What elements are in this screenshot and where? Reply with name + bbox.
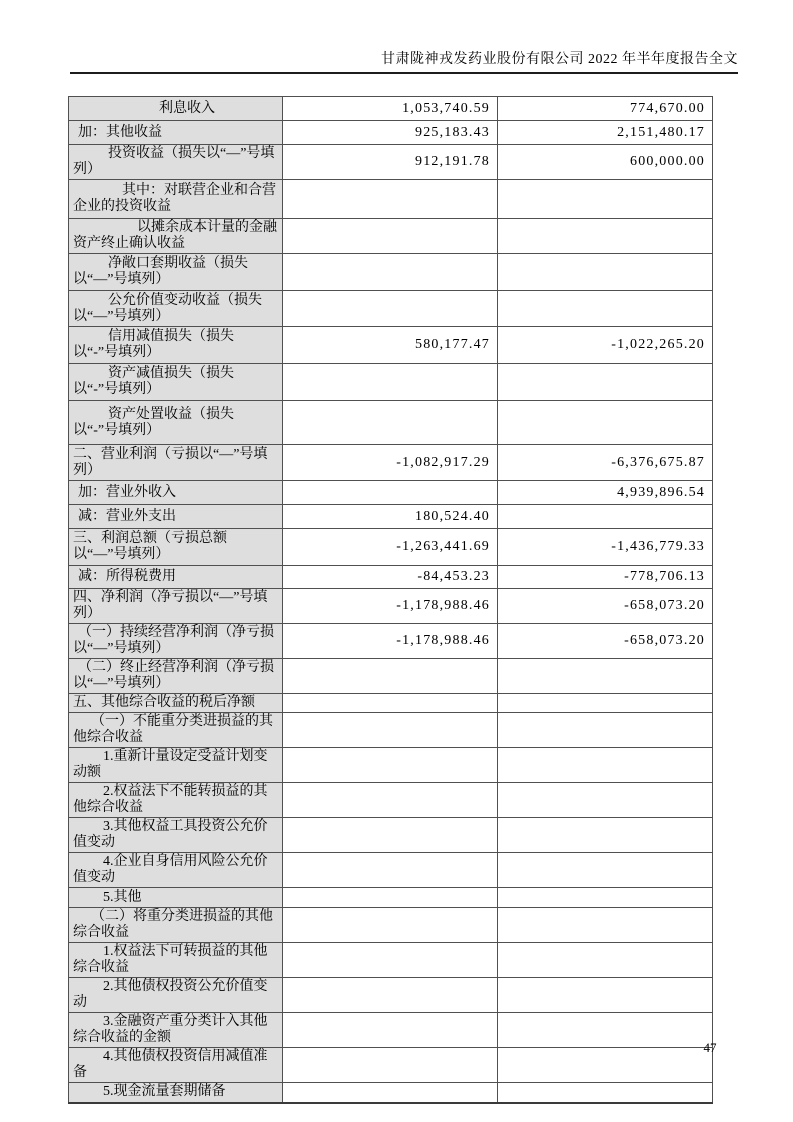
table-row [69, 908, 713, 943]
value-cell-current [283, 481, 498, 505]
value-cell-current [283, 908, 498, 943]
value-cell-current [283, 401, 498, 445]
value-cell-current [283, 943, 498, 978]
row-label-cell: 3.金融资产重分类计入其他综合收益的金额 [69, 1013, 283, 1048]
value-cell-current [283, 1083, 498, 1103]
value-cell-current [283, 978, 498, 1013]
value-cell-prior [498, 364, 713, 401]
value-cell-current [283, 818, 498, 853]
row-label-cell: 五、其他综合收益的税后净额 [69, 694, 283, 713]
row-label-cell: 2.其他债权投资公允价值变动 [69, 978, 283, 1013]
row-label-cell: 4.其他债权投资信用减值准备 [69, 1048, 283, 1083]
table-row [69, 694, 713, 713]
table-row [69, 624, 713, 659]
value-cell-current: 1,053,740.59 [283, 97, 498, 121]
table-row [69, 481, 713, 505]
value-cell-current: -1,263,441.69 [283, 529, 498, 566]
value-cell-current: 180,524.40 [283, 505, 498, 529]
value-cell-current [283, 180, 498, 219]
value-cell-current [283, 1048, 498, 1083]
row-label-cell: （一）不能重分类进损益的其他综合收益 [69, 713, 283, 748]
row-label-cell: 投资收益（损失以“—”号填列） [69, 145, 283, 180]
row-label-cell: 三、利润总额（亏损总额以“—”号填列） [69, 529, 283, 566]
row-label-cell: 4.企业自身信用风险公允价值变动 [69, 853, 283, 888]
value-cell-prior [498, 748, 713, 783]
value-cell-prior: 774,670.00 [498, 97, 713, 121]
value-cell-prior [498, 853, 713, 888]
table-row [69, 529, 713, 566]
value-cell-current [283, 1013, 498, 1048]
row-label-cell: （一）持续经营净利润（净亏损以“—”号填列） [69, 624, 283, 659]
value-cell-prior [498, 943, 713, 978]
value-cell-prior: 4,939,896.54 [498, 481, 713, 505]
value-cell-current [283, 291, 498, 327]
value-cell-prior: 2,151,480.17 [498, 121, 713, 145]
table-row [69, 978, 713, 1013]
row-label-cell: 3.其他权益工具投资公允价值变动 [69, 818, 283, 853]
table-row [69, 748, 713, 783]
value-cell-prior [498, 180, 713, 219]
value-cell-prior [498, 1083, 713, 1103]
table-row [69, 659, 713, 694]
value-cell-current [283, 364, 498, 401]
row-label-cell: 以摊余成本计量的金融资产终止确认收益 [69, 219, 283, 254]
value-cell-prior: 600,000.00 [498, 145, 713, 180]
table-row [69, 97, 713, 121]
value-cell-current [283, 888, 498, 908]
value-cell-current [283, 748, 498, 783]
value-cell-prior: -658,073.20 [498, 624, 713, 659]
value-cell-current: -1,178,988.46 [283, 589, 498, 624]
value-cell-prior [498, 401, 713, 445]
table-row [69, 327, 713, 364]
value-cell-current: 925,183.43 [283, 121, 498, 145]
table-row [69, 943, 713, 978]
value-cell-current: -1,178,988.46 [283, 624, 498, 659]
row-label-cell: 其中：对联营企业和合营企业的投资收益 [69, 180, 283, 219]
value-cell-prior: -6,376,675.87 [498, 445, 713, 481]
value-cell-prior [498, 694, 713, 713]
value-cell-prior: -658,073.20 [498, 589, 713, 624]
value-cell-prior [498, 783, 713, 818]
value-cell-current [283, 219, 498, 254]
row-label-cell: （二）将重分类进损益的其他综合收益 [69, 908, 283, 943]
row-label-cell: 公允价值变动收益（损失以“—”号填列） [69, 291, 283, 327]
table-row [69, 853, 713, 888]
value-cell-prior [498, 978, 713, 1013]
table-row [69, 505, 713, 529]
table-row [69, 364, 713, 401]
value-cell-prior: -1,436,779.33 [498, 529, 713, 566]
row-label-cell: 减：所得税费用 [69, 566, 283, 589]
value-cell-prior [498, 818, 713, 853]
income-statement-table [68, 96, 713, 1104]
report-header [70, 50, 738, 74]
value-cell-prior [498, 254, 713, 291]
table-row [69, 219, 713, 254]
value-cell-current [283, 694, 498, 713]
row-label-cell: 加：营业外收入 [69, 481, 283, 505]
row-label-cell: 1.权益法下可转损益的其他综合收益 [69, 943, 283, 978]
value-cell-current [283, 254, 498, 291]
table-row [69, 445, 713, 481]
row-label-cell: 2.权益法下不能转损益的其他综合收益 [69, 783, 283, 818]
value-cell-current: 912,191.78 [283, 145, 498, 180]
value-cell-current [283, 659, 498, 694]
value-cell-current [283, 783, 498, 818]
table-row [69, 783, 713, 818]
header-title: 甘肃陇神戎发药业股份有限公司 2022 年半年度报告全文 [381, 52, 738, 67]
income-table-body [69, 97, 713, 1103]
value-cell-prior [498, 659, 713, 694]
page-number: 47 [703, 1040, 717, 1055]
value-cell-prior [498, 908, 713, 943]
row-label-cell: 二、营业利润（亏损以“—”号填列） [69, 445, 283, 481]
row-label-cell: 1.重新计量设定受益计划变动额 [69, 748, 283, 783]
value-cell-prior [498, 291, 713, 327]
table-row [69, 589, 713, 624]
row-label-cell: 四、净利润（净亏损以“—”号填列） [69, 589, 283, 624]
value-cell-prior [498, 505, 713, 529]
row-label-cell: 加：其他收益 [69, 121, 283, 145]
table-row [69, 566, 713, 589]
value-cell-prior [498, 1013, 713, 1048]
table-row [69, 145, 713, 180]
value-cell-prior [498, 219, 713, 254]
table-row [69, 180, 713, 219]
value-cell-prior [498, 888, 713, 908]
row-label-cell: 5.其他 [69, 888, 283, 908]
value-cell-prior [498, 713, 713, 748]
row-label-cell: 资产处置收益（损失以“-”号填列） [69, 401, 283, 445]
table-row [69, 1013, 713, 1048]
table-row [69, 121, 713, 145]
row-label-cell: 信用减值损失（损失以“-”号填列） [69, 327, 283, 364]
table-row [69, 1048, 713, 1083]
value-cell-prior [498, 1048, 713, 1083]
value-cell-current: -1,082,917.29 [283, 445, 498, 481]
table-row [69, 818, 713, 853]
value-cell-current [283, 713, 498, 748]
value-cell-current: 580,177.47 [283, 327, 498, 364]
value-cell-prior: -1,022,265.20 [498, 327, 713, 364]
value-cell-prior: -778,706.13 [498, 566, 713, 589]
table-row [69, 291, 713, 327]
table-row [69, 1083, 713, 1103]
table-row [69, 254, 713, 291]
value-cell-current: -84,453.23 [283, 566, 498, 589]
value-cell-current [283, 853, 498, 888]
row-label-cell: （二）终止经营净利润（净亏损以“—”号填列） [69, 659, 283, 694]
table-row [69, 888, 713, 908]
row-label-cell: 资产减值损失（损失以“-”号填列） [69, 364, 283, 401]
table-row [69, 401, 713, 445]
row-label-cell: 减：营业外支出 [69, 505, 283, 529]
row-label-cell: 利息收入 [69, 97, 283, 121]
row-label-cell: 净敞口套期收益（损失以“—”号填列） [69, 254, 283, 291]
table-row [69, 713, 713, 748]
row-label-cell: 5.现金流量套期储备 [69, 1083, 283, 1103]
